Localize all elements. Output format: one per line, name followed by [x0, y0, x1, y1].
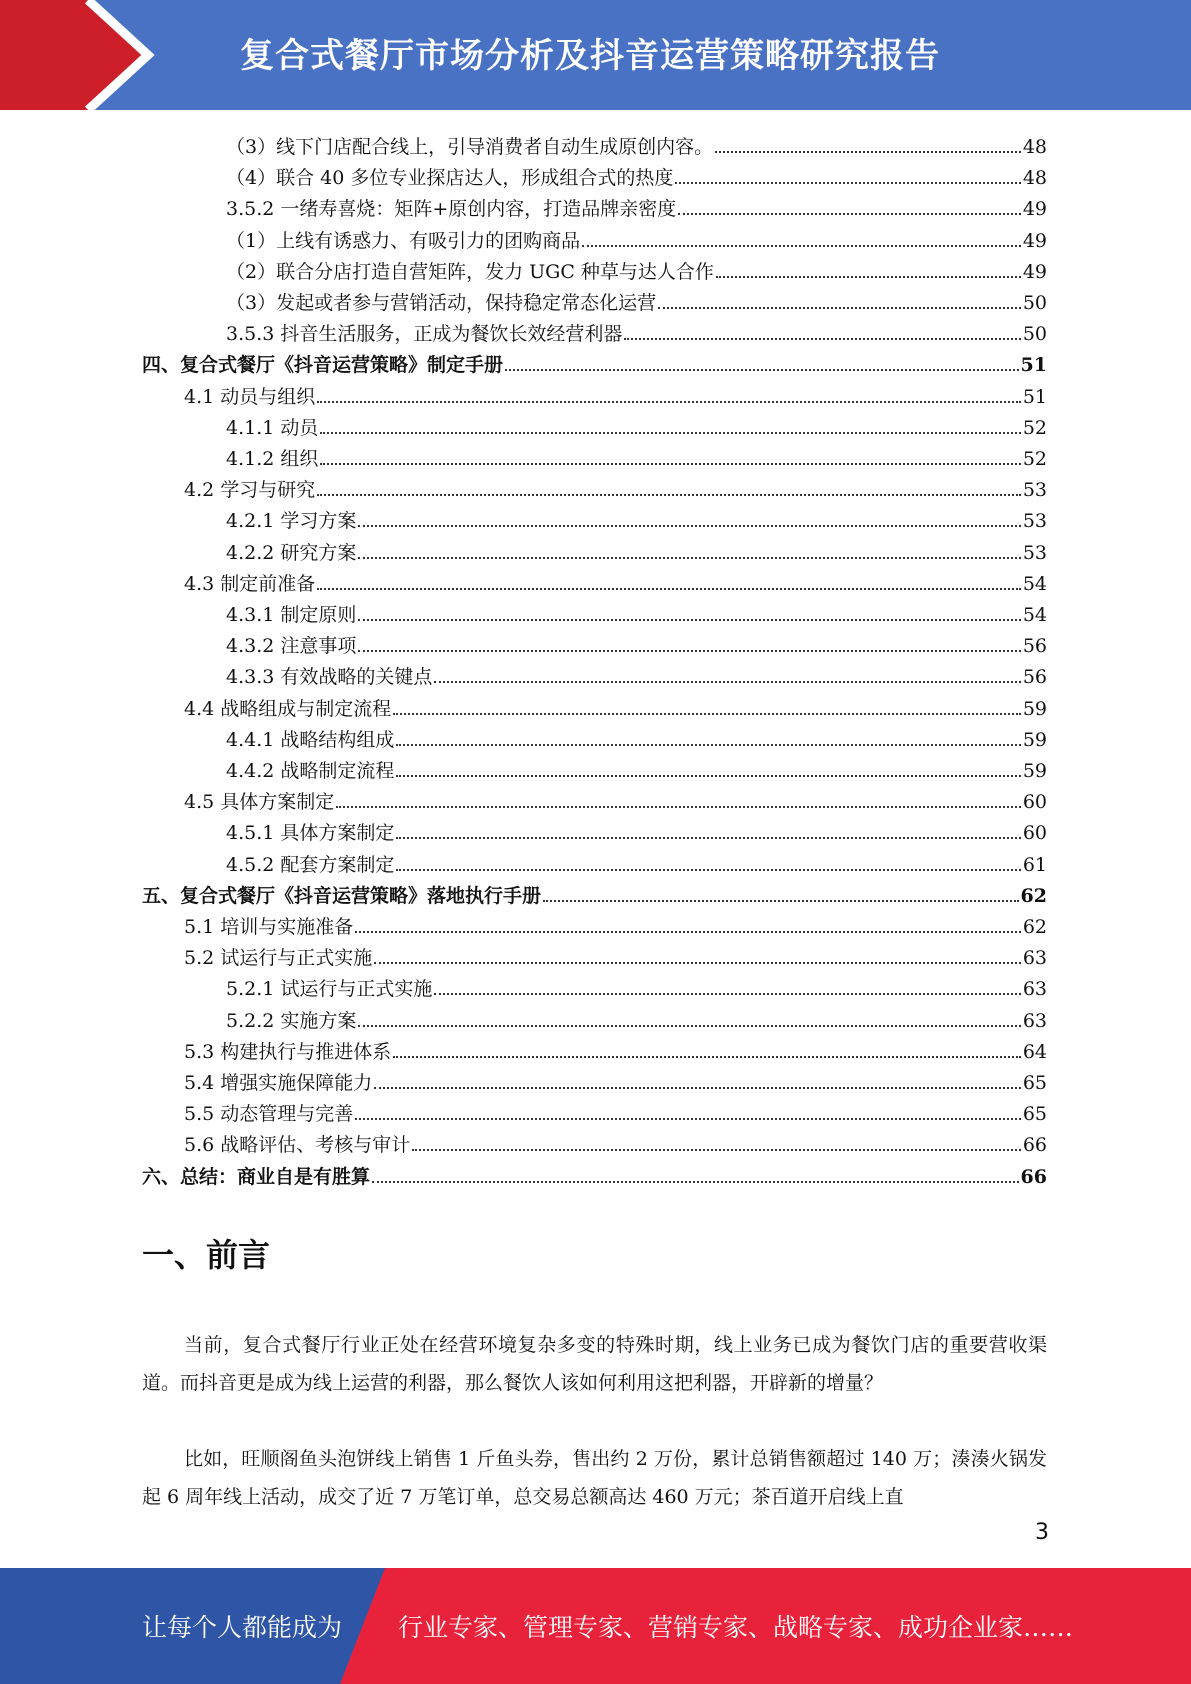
toc-entry-page: 52 — [1022, 416, 1047, 439]
toc-entry[interactable] — [226, 189, 1047, 220]
toc-entry[interactable] — [226, 751, 1047, 782]
toc-entry[interactable] — [226, 252, 1047, 283]
toc-dot-leader — [434, 681, 1020, 683]
toc-entry-label: 5.2.1 试运行与正式实施 — [226, 978, 433, 1001]
toc-entry-label: 4.3.1 制定原则 — [226, 604, 357, 626]
toc-entry[interactable] — [184, 1125, 1047, 1156]
paragraph-intro: 当前，复合式餐厅行业正处在经营环境复杂多变的特殊时期，线上业务已成为餐饮门店的重要营收渠道。而抖音更是成为线上运营的利器，那么餐饮人该如何利用这把利器，开辟新的增量？ — [142, 1334, 1047, 1394]
toc-entry-label: （4）联合 40 多位专业探店达人，形成组合式的热度 — [226, 167, 674, 190]
toc-entry-label: 六、总结：商业自是有胜算 — [142, 1165, 371, 1188]
footer-slogan-left: 让每个人都能成为 — [142, 1613, 343, 1642]
toc-dot-leader — [372, 1181, 1019, 1183]
toc-entry-label: 5.4 增强实施保障能力 — [184, 1072, 373, 1094]
toc-dot-leader — [355, 931, 1021, 933]
toc-entry[interactable] — [142, 345, 1047, 376]
toc-entry[interactable] — [226, 813, 1047, 844]
toc-dot-leader — [374, 1087, 1021, 1089]
toc-entry[interactable] — [184, 907, 1047, 938]
toc-entry-label: 4.3.3 有效战略的关键点 — [226, 666, 433, 689]
toc-entry[interactable] — [226, 408, 1047, 439]
toc-entry[interactable] — [226, 221, 1047, 252]
toc-entry-label: （1）上线有诱惑力、有吸引力的团购商品 — [226, 229, 581, 252]
toc-entry-page: 54 — [1022, 572, 1047, 595]
toc-entry-page: 65 — [1022, 1103, 1047, 1126]
toc-dot-leader — [396, 744, 1020, 746]
toc-dot-leader — [582, 245, 1021, 247]
toc-dot-leader — [317, 401, 1021, 403]
toc-dot-leader — [374, 962, 1021, 964]
toc-entry-page: 63 — [1022, 1009, 1047, 1032]
toc-entry[interactable] — [226, 314, 1047, 345]
toc-entry-page: 49 — [1022, 198, 1047, 221]
toc-dot-leader — [624, 338, 1020, 340]
toc-entry-label: 4.1.2 组织 — [226, 448, 319, 470]
toc-entry-page: 53 — [1022, 510, 1047, 533]
toc-entry[interactable] — [226, 158, 1047, 189]
toc-entry-page: 64 — [1022, 1040, 1047, 1063]
toc-entry-label: 4.4.2 战略制定流程 — [226, 760, 395, 782]
toc-entry-page: 59 — [1022, 760, 1047, 782]
toc-entry-label: 4.3.2 注意事项 — [226, 635, 357, 658]
toc-entry[interactable] — [142, 1157, 1047, 1188]
toc-entry[interactable] — [184, 1094, 1047, 1125]
toc-entry-page: 63 — [1022, 947, 1047, 970]
toc-entry-label: （2）联合分店打造自营矩阵，发力 UGC 种草与达人合作 — [226, 260, 714, 283]
toc-entry-label: 4.2.1 学习方案 — [226, 510, 357, 533]
toc-entry-label: 4.1 动员与组织 — [184, 385, 316, 408]
toc-entry[interactable] — [226, 626, 1047, 657]
toc-entry[interactable] — [184, 1032, 1047, 1063]
toc-entry[interactable] — [226, 845, 1047, 876]
toc-entry[interactable] — [226, 501, 1047, 532]
toc-entry[interactable] — [184, 782, 1047, 813]
toc-dot-leader — [396, 775, 1020, 777]
toc-entry[interactable] — [226, 1001, 1047, 1032]
toc-dot-leader — [358, 557, 1020, 559]
toc-dot-leader — [658, 307, 1021, 309]
toc-entry[interactable] — [226, 127, 1047, 158]
toc-entry-label: 5.3 构建执行与推进体系 — [184, 1040, 392, 1063]
section-heading: 一、前言 — [142, 1236, 271, 1274]
toc-entry-label: 4.1.1 动员 — [226, 416, 319, 439]
toc-dot-leader — [358, 619, 1020, 621]
toc-dot-leader — [396, 837, 1020, 839]
toc-entry-label: 4.3 制定前准备 — [184, 572, 316, 595]
toc-entry[interactable] — [226, 283, 1047, 314]
page-header — [0, 0, 1191, 110]
toc-entry[interactable] — [226, 533, 1047, 564]
toc-entry-label: 5.1 培训与实施准备 — [184, 916, 354, 938]
toc-entry-page: 50 — [1022, 323, 1047, 346]
toc-dot-leader — [675, 182, 1020, 184]
toc-entry-page: 49 — [1022, 260, 1047, 283]
toc-entry-label: 3.5.3 抖音生活服务，正成为餐饮长效经营利器 — [226, 323, 623, 346]
toc-dot-leader — [358, 525, 1020, 527]
toc-entry-label: （3）发起或者参与营销活动，保持稳定常态化运营 — [226, 292, 657, 314]
toc-entry-label: 4.5.1 具体方案制定 — [226, 822, 395, 845]
toc-dot-leader — [358, 650, 1020, 652]
toc-dot-leader — [393, 713, 1021, 715]
footer-slogan-right: 行业专家、管理专家、营销专家、战略专家、成功企业家…… — [398, 1613, 1074, 1642]
toc-dot-leader — [317, 494, 1021, 496]
toc-dot-leader — [678, 213, 1021, 215]
toc-entry-label: 4.2 学习与研究 — [184, 479, 316, 502]
toc-entry-label: 五、复合式餐厅《抖音运营策略》落地执行手册 — [142, 884, 542, 907]
toc-entry-page: 54 — [1022, 604, 1047, 626]
toc-dot-leader — [543, 900, 1019, 902]
toc-entry[interactable] — [226, 439, 1047, 470]
toc-entry-page: 48 — [1022, 167, 1047, 190]
toc-entry-page: 53 — [1022, 479, 1047, 502]
toc-entry-label: （3）线下门店配合线上，引导消费者自动生成原创内容。 — [226, 136, 714, 158]
toc-entry-label: 3.5.2 一绪寿喜烧：矩阵+原创内容，打造品牌亲密度 — [226, 198, 677, 221]
toc-entry[interactable] — [226, 969, 1047, 1000]
toc-entry-page: 51 — [1022, 385, 1047, 408]
toc-dot-leader — [434, 993, 1020, 995]
toc-entry-page: 52 — [1022, 448, 1047, 470]
toc-dot-leader — [396, 869, 1020, 871]
report-title: 复合式餐厅市场分析及抖音运营策略研究报告 — [240, 36, 940, 76]
toc-entry-label: 4.2.2 研究方案 — [226, 541, 357, 564]
toc-entry[interactable] — [226, 657, 1047, 688]
toc-entry-page: 60 — [1022, 822, 1047, 845]
toc-entry-label: 5.2.2 实施方案 — [226, 1009, 357, 1032]
toc-entry[interactable] — [184, 564, 1047, 595]
paragraph-examples: 比如，旺顺阁鱼头泡饼线上销售 1 斤鱼头券，售出约 2 万份，累计总销售额超过 140 万；湊湊火锅发起 6 周年线上活动，成交了近 7 万笔订单，总交易总额高达 460 万元；茶百道开启线上直 — [142, 1448, 1047, 1508]
toc-entry[interactable] — [226, 595, 1047, 626]
toc-entry-label: 4.5.2 配套方案制定 — [226, 853, 395, 876]
toc-entry-page: 60 — [1022, 791, 1047, 814]
toc-entry-label: 4.4 战略组成与制定流程 — [184, 697, 392, 720]
toc-entry-page: 59 — [1022, 697, 1047, 720]
page-number: 3 — [1035, 1520, 1049, 1545]
toc-entry-label: 5.2 试运行与正式实施 — [184, 947, 373, 970]
toc-entry-label: 四、复合式餐厅《抖音运营策略》制定手册 — [142, 354, 504, 377]
toc-entry-page: 56 — [1022, 666, 1047, 689]
toc-dot-leader — [358, 1025, 1020, 1027]
toc-entry-page: 56 — [1022, 635, 1047, 658]
toc-entry-page: 66 — [1020, 1165, 1047, 1188]
toc-entry-label: 5.5 动态管理与完善 — [184, 1103, 354, 1126]
toc-entry-page: 49 — [1022, 229, 1047, 252]
toc-entry[interactable] — [184, 1063, 1047, 1094]
toc-entry-label: 4.5 具体方案制定 — [184, 791, 335, 814]
toc-dot-leader — [505, 369, 1019, 371]
header-arrow-marker — [0, 0, 200, 110]
toc-entry[interactable] — [184, 689, 1047, 720]
toc-entry-page: 61 — [1022, 853, 1047, 876]
toc-dot-leader — [320, 432, 1020, 434]
toc-entry-page: 48 — [1022, 136, 1047, 158]
toc-entry[interactable] — [142, 876, 1047, 907]
toc-dot-leader — [412, 1149, 1021, 1151]
toc-dot-leader — [715, 151, 1021, 153]
toc-dot-leader — [317, 588, 1021, 590]
toc-entry-label: 5.6 战略评估、考核与审计 — [184, 1134, 411, 1157]
toc-entry-page: 50 — [1022, 292, 1047, 314]
toc-entry-page: 51 — [1020, 354, 1047, 377]
toc-entry-page: 66 — [1022, 1134, 1047, 1157]
toc-entry-page: 53 — [1022, 541, 1047, 564]
toc-entry[interactable] — [184, 377, 1047, 408]
page-footer — [0, 1568, 1191, 1684]
toc-dot-leader — [336, 806, 1021, 808]
toc-entry-page: 63 — [1022, 978, 1047, 1001]
toc-entry[interactable] — [226, 720, 1047, 751]
toc-dot-leader — [355, 1118, 1021, 1120]
toc-entry[interactable] — [184, 938, 1047, 969]
toc-entry-page: 65 — [1022, 1072, 1047, 1094]
toc-entry[interactable] — [184, 470, 1047, 501]
toc-dot-leader — [393, 1056, 1021, 1058]
toc-dot-leader — [716, 276, 1021, 278]
toc-entry-label: 4.4.1 战略结构组成 — [226, 728, 395, 751]
toc-entry-page: 59 — [1022, 728, 1047, 751]
toc-dot-leader — [320, 463, 1020, 465]
toc-entry-page: 62 — [1022, 916, 1047, 938]
toc-entry-page: 62 — [1020, 884, 1047, 907]
